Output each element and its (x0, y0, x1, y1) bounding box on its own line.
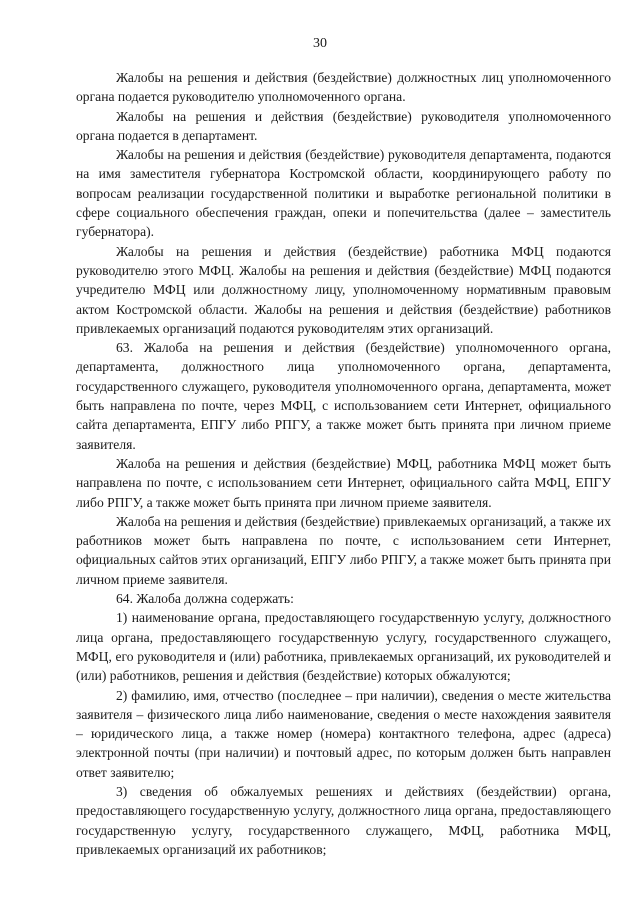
list-item: 2) фамилию, имя, отчество (последнее – при наличии), сведения о месте жительства заявителя – физического лица либо наименование, сведения о месте нахождения заявителя – юридического лица, а также номер (номера) контактного телефона, адрес (адреса) электронной почты (при наличии) и почтовый адрес, по которым должен быть направлен ответ заявителю; (76, 687, 611, 780)
paragraph: Жалоба на решения и действия (бездействие) МФЦ, работника МФЦ может быть направлена по почте, с использованием сети Интернет, официального сайта МФЦ, ЕПГУ либо РПГУ, а также может быть принята при личном приеме заявителя. (76, 455, 611, 510)
paragraph: 63. Жалоба на решения и действия (бездействие) уполномоченного органа, департамента, должностного лица уполномоченного органа, департамента, государственного служащего, руководителя уполномоченного органа, департамента, может быть направлена по почте, через МФЦ, с использованием сети Интернет, официального сайта департамента, ЕПГУ либо РПГУ, а также может быть принята при личном приеме заявителя. (76, 340, 611, 452)
document-body (76, 68, 611, 859)
paragraph: 64. Жалоба должна содержать: (116, 591, 294, 607)
paragraph: Жалоба на решения и действия (бездействие) привлекаемых организаций, а также их работников может быть направлена по почте, с использованием сети Интернет, официальных сайтов этих организаций, ЕПГУ либо РПГУ, а также может быть принята при личном приеме заявителя. (76, 513, 611, 587)
paragraph: Жалобы на решения и действия (бездействие) должностных лиц уполномоченного органа подается руководителю уполномоченного органа. (76, 70, 611, 105)
list-item: 3) сведения об обжалуемых решениях и действиях (бездействии) органа, предоставляющего государственную услугу, должностного лица органа, предоставляющего государственную услугу, государственного служащего, МФЦ, работника МФЦ, привлекаемых организаций их работников; (76, 783, 611, 857)
paragraph: Жалобы на решения и действия (бездействие) руководителя департамента, подаются на имя заместителя губернатора Костромской области, координирующего работу по вопросам реализации государственной политики и выработке региональной политики в сфере социального обеспечения граждан, опеки и попечительства (далее – заместитель губернатора). (76, 147, 611, 240)
paragraph: Жалобы на решения и действия (бездействие) руководителя уполномоченного органа подается в департамент. (76, 108, 611, 143)
paragraph: Жалобы на решения и действия (бездействие) работника МФЦ подаются руководителю этого МФЦ. Жалобы на решения и действия (бездействие) МФЦ подаются учредителю МФЦ или должностному лицу, уполномоченному нормативным правовым актом Костромской области. Жалобы на решения и действия (бездействие) работников привлекаемых организаций подаются руководителям этих организаций. (76, 243, 611, 336)
list-item: 1) наименование органа, предоставляющего государственную услугу, должностного лица органа, предоставляющего государственную услугу, государственного служащего, МФЦ, его руководителя и (или) работника, привлекаемых организаций, их руководителей и (или) работников, решения и действия (бездействие) которых обжалуются; (76, 610, 611, 684)
page-number: 30 (313, 36, 327, 51)
